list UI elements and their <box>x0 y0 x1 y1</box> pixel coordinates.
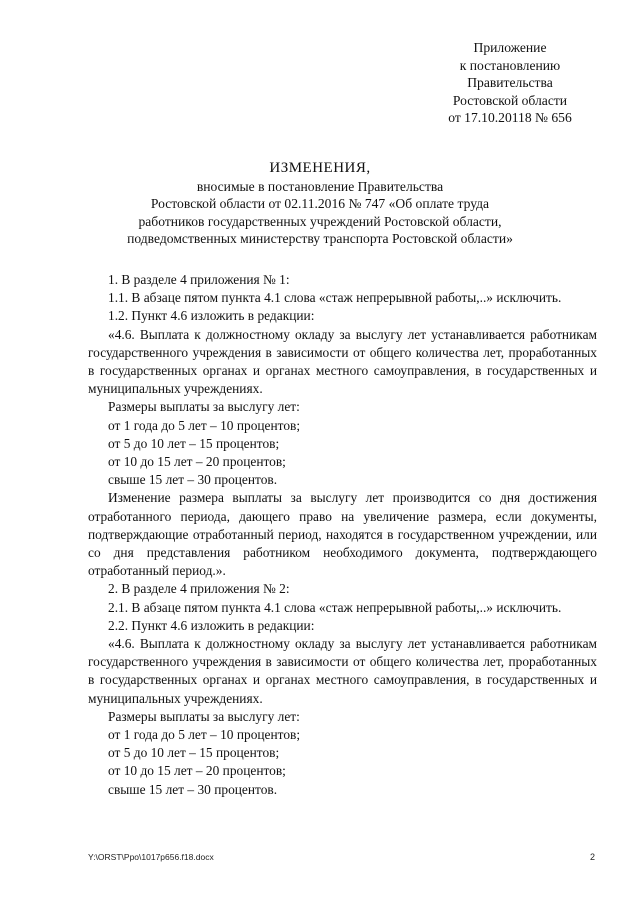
page-number: 2 <box>590 852 596 862</box>
list-item: от 5 до 10 лет – 15 процентов; <box>108 745 280 761</box>
appendix-line: Ростовской области <box>452 92 568 108</box>
paragraph: Размеры выплаты за выслугу лет: <box>108 399 300 415</box>
paragraph: Размеры выплаты за выслугу лет: <box>108 708 300 724</box>
list-item: от 10 до 15 лет – 20 процентов; <box>108 763 286 779</box>
list-item: от 5 до 10 лет – 15 процентов; <box>108 435 280 451</box>
paragraph: 1. В разделе 4 приложения № 1: <box>108 272 290 287</box>
document-title <box>60 160 580 248</box>
appendix-line: Приложение <box>473 40 547 55</box>
title-line: Ростовской области от 02.11.2016 № 747 «Об оплате труда <box>150 196 490 212</box>
title-line: работников государственных учреждений Ростовской области, <box>138 213 502 229</box>
footer-file-path: Y:\ORST\Ppo\1017p656.f18.docx <box>88 852 214 862</box>
paragraph: 2.2. Пункт 4.6 изложить в редакции: <box>108 617 315 633</box>
appendix-header <box>420 39 600 127</box>
paragraph: 1.2. Пункт 4.6 изложить в редакции: <box>108 308 315 324</box>
paragraph: 1.1. В абзаце пятом пункта 4.1 слова «стаж непрерывной работы,..» исключить. <box>108 290 562 306</box>
paragraph: Изменение размера выплаты за выслугу лет производится со дня достижения отработанного периода, дающего право на увеличение размера, если документы, подтверждающие отработанный период, находятся в государственном учреждении, или со дня представления работником необходимого документа, подтверждающего отработанный период.». <box>88 490 597 579</box>
paragraph: «4.6. Выплата к должностному окладу за выслугу лет устанавливается работникам государственного учреждения в зависимости от общего количества лет, проработанных в государственных органах и органах местного самоуправления, в государственных и муниципальных учреждениях. <box>88 636 597 706</box>
document-body <box>88 271 597 799</box>
appendix-line: к постановлению <box>459 57 561 73</box>
list-item: свыше 15 лет – 30 процентов. <box>108 472 278 488</box>
title-heading: ИЗМЕНЕНИЯ, <box>269 160 371 176</box>
paragraph: 2.1. В абзаце пятом пункта 4.1 слова «стаж непрерывной работы,..» исключить. <box>108 599 562 615</box>
title-line: подведомственных министерству транспорта Ростовской области» <box>127 231 513 247</box>
paragraph: 2. В разделе 4 приложения № 2: <box>108 581 290 597</box>
list-item: от 1 года до 5 лет – 10 процентов; <box>108 417 301 433</box>
appendix-line: Правительства <box>467 75 553 91</box>
list-item: от 1 года до 5 лет – 10 процентов; <box>108 727 301 743</box>
paragraph: «4.6. Выплата к должностному окладу за выслугу лет устанавливается работникам государственного учреждения в зависимости от общего количества лет, проработанных в государственных органах и органах местного самоуправления, в государственных и муниципальных учреждениях. <box>88 326 597 397</box>
title-line: вносимые в постановление Правительства <box>196 178 444 194</box>
list-item: свыше 15 лет – 30 процентов. <box>108 781 278 797</box>
appendix-line: от 17.10.20118 № 656 <box>448 110 572 126</box>
list-item: от 10 до 15 лет – 20 процентов; <box>108 454 286 470</box>
